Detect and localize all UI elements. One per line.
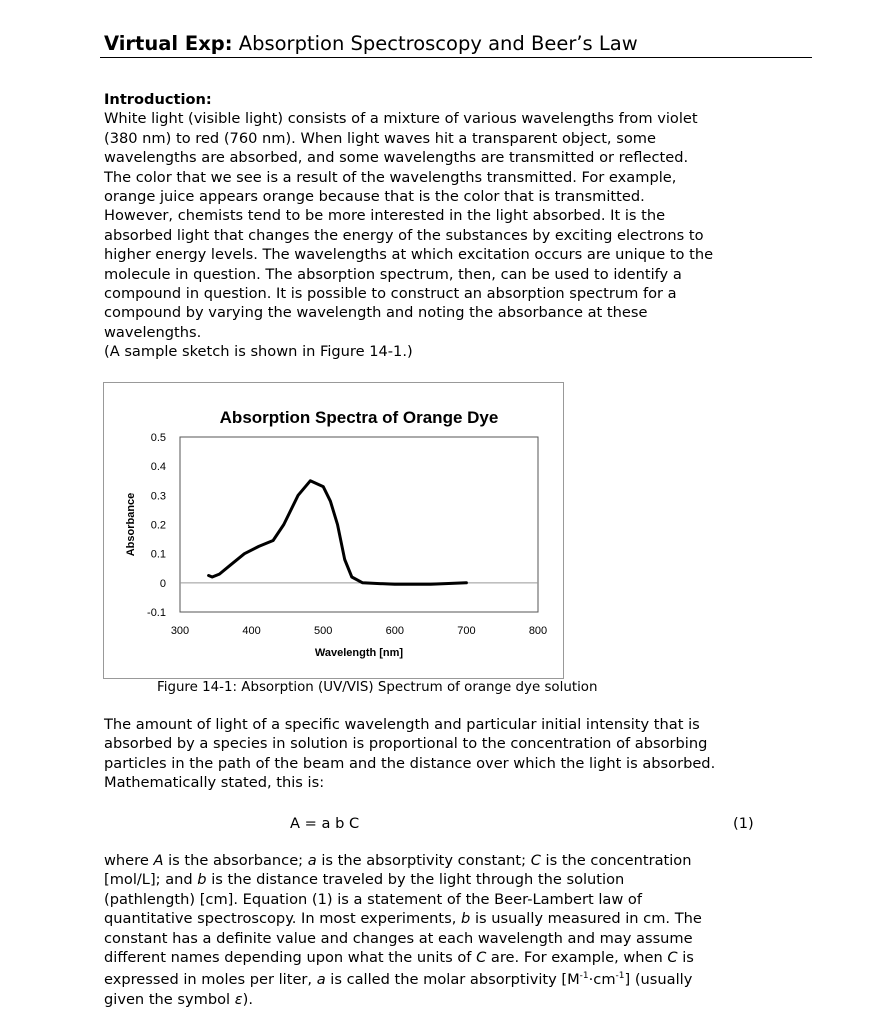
- y-tick-label: 0.2: [150, 519, 166, 532]
- superscript: -1: [579, 971, 589, 982]
- title-text: Absorption Spectroscopy and Beer’s Law: [238, 32, 638, 55]
- title-prefix: Virtual Exp:: [104, 32, 233, 55]
- italic-symbol: C: [476, 949, 487, 967]
- text-line: different names depending upon what the units of C are. For example, when C is: [104, 949, 694, 967]
- y-tick-label: 0.1: [150, 548, 166, 561]
- chart-title: Absorption Spectra of Orange Dye: [219, 408, 499, 427]
- text-line: particles in the path of the beam and the distance over which the light is absorbed.: [104, 754, 716, 772]
- text-line: absorbed light that changes the energy of the substances by exciting electrons to: [104, 226, 704, 244]
- equation-number: (1): [733, 815, 754, 832]
- text-line: wavelengths are absorbed, and some wavelengths are transmitted or reflected.: [104, 149, 689, 167]
- italic-symbol: b: [197, 871, 207, 889]
- equation: A = a b C: [290, 815, 360, 832]
- introduction-paragraph: [104, 109, 713, 361]
- italic-symbol: C: [530, 852, 541, 869]
- text-line: However, chemists tend to be more interested in the light absorbed. It is the: [104, 207, 666, 225]
- y-tick-label: 0: [159, 577, 166, 590]
- text-line: (A sample sketch is shown in Figure 14-1.): [104, 343, 413, 361]
- italic-symbol: a: [316, 971, 326, 989]
- plot-area: [180, 437, 538, 612]
- text-line: [mol/L]; and b is the distance traveled by the light through the solution: [104, 871, 625, 889]
- absorption-chart: [104, 383, 563, 678]
- italic-symbol: b: [461, 910, 471, 928]
- superscript: -1: [615, 971, 625, 982]
- text-line: (pathlength) [cm]. Equation (1) is a statement of the Beer-Lambert law of: [104, 890, 642, 908]
- y-tick-label: 0.3: [150, 490, 166, 503]
- text-line: wavelengths.: [104, 323, 202, 341]
- text-line: compound in question. It is possible to construct an absorption spectrum for a: [104, 285, 677, 303]
- text-line: The color that we see is a result of the wavelengths transmitted. For example,: [104, 168, 677, 186]
- y-tick-label: -0.1: [147, 607, 166, 619]
- figure-caption: Figure 14-1: Absorption (UV/VIS) Spectrum of orange dye solution: [157, 680, 598, 695]
- title-rule: [100, 57, 812, 58]
- text-line: molecule in question. The absorption spectrum, then, can be used to identify a: [104, 265, 682, 283]
- y-axis-label: Absorbance: [125, 492, 137, 557]
- y-tick-label: 0.4: [150, 461, 166, 474]
- page-title: [104, 32, 638, 55]
- x-tick-label: 400: [242, 625, 261, 637]
- x-tick-label: 600: [385, 625, 404, 637]
- text-line: quantitative spectroscopy. In most experiments, b is usually measured in cm. The: [104, 910, 702, 928]
- text-line: where A is the absorbance; a is the absorptivity constant; C is the concentration: [104, 852, 692, 869]
- text-line: expressed in moles per liter, a is called the molar absorptivity $[M^{-1}\cdot cm^{-1}]$ (usually: [104, 971, 693, 989]
- x-tick-label: 700: [457, 625, 476, 637]
- italic-symbol: a: [307, 852, 317, 869]
- text-line: (380 nm) to red (760 nm). When light waves hit a transparent object, some: [104, 129, 656, 147]
- x-tick-label: 800: [528, 625, 548, 637]
- text-line: constant has a definite value and changes at each wavelength and may assume: [104, 929, 693, 947]
- italic-symbol: C: [667, 949, 678, 967]
- introduction-heading: Introduction:: [104, 91, 212, 108]
- text-line: The amount of light of a specific wavelength and particular initial intensity that is: [104, 716, 700, 733]
- definitions-paragraph: [104, 851, 702, 1009]
- text-line: absorbed by a species in solution is proportional to the concentration of absorbing: [104, 735, 708, 753]
- italic-symbol: ε: [234, 990, 243, 1008]
- series-line: [209, 481, 467, 585]
- x-tick-label: 500: [314, 625, 333, 637]
- italic-symbol: A: [153, 852, 164, 869]
- x-axis-label: Wavelength [nm]: [314, 647, 404, 659]
- y-tick-label: 0.5: [150, 432, 166, 444]
- introduction-section: [104, 90, 713, 362]
- text-line: Mathematically stated, this is:: [104, 774, 325, 792]
- text-line: orange juice appears orange because that is the color that is transmitted.: [104, 188, 645, 206]
- text-line: higher energy levels. The wavelengths at which excitation occurs are unique to the: [104, 246, 714, 264]
- x-tick-label: 300: [170, 625, 190, 637]
- chart-figure: [103, 382, 564, 679]
- text-line: White light (visible light) consists of a mixture of various wavelengths from violet: [104, 110, 698, 128]
- beer-law-paragraph: [104, 715, 715, 793]
- text-line: compound by varying the wavelength and noting the absorbance at these: [104, 304, 648, 322]
- text-line: given the symbol ε).: [104, 990, 253, 1008]
